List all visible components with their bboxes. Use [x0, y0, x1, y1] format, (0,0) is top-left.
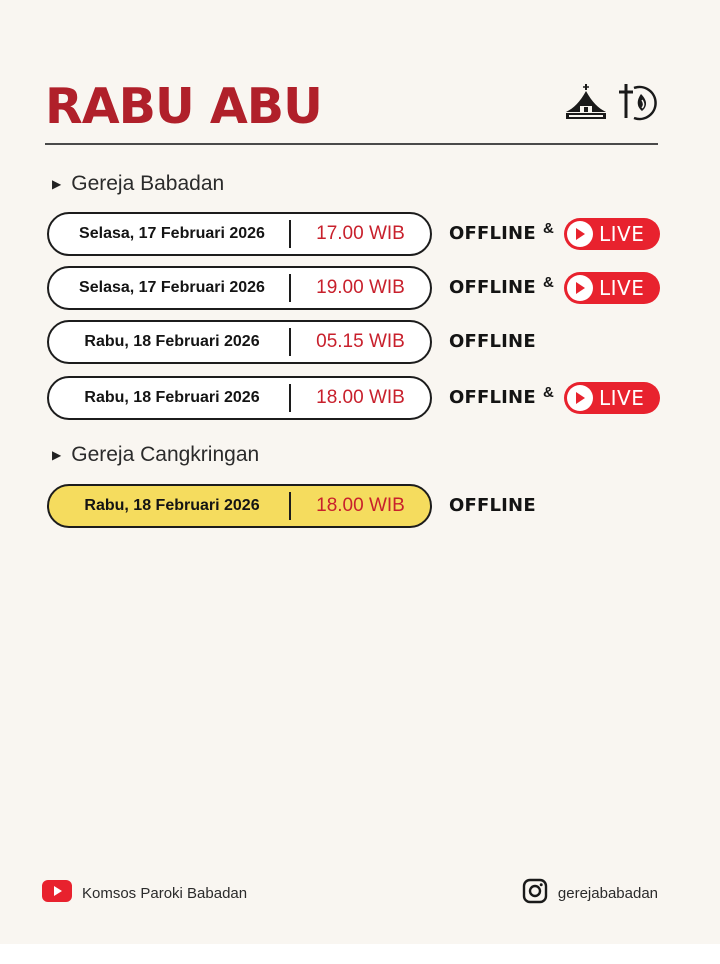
section-heading-cangkringan — [52, 443, 259, 467]
schedule-date: Rabu, 18 Februari 2026 — [84, 333, 260, 350]
footer-youtube — [42, 880, 247, 906]
schedule-row — [47, 320, 677, 364]
mode-label: OFFLINE — [449, 387, 536, 408]
live-badge — [564, 382, 660, 414]
ampersand: & — [543, 220, 554, 237]
schedule-row — [47, 376, 677, 420]
section-heading-babadan — [52, 172, 224, 196]
schedule-time: 18.00 WIB — [316, 495, 405, 516]
live-label: LIVE — [599, 222, 645, 246]
live-badge — [564, 218, 660, 250]
triangle-bullet-icon: ▶ — [52, 177, 62, 191]
instagram-icon — [522, 878, 548, 908]
schedule-date: Rabu, 18 Februari 2026 — [84, 497, 260, 514]
triangle-bullet-icon: ▶ — [52, 448, 62, 462]
schedule-row — [47, 484, 677, 528]
schedule-time: 19.00 WIB — [316, 277, 405, 298]
ampersand: & — [543, 384, 554, 401]
youtube-channel-name: Komsos Paroki Babadan — [82, 884, 248, 902]
schedule-pill — [47, 376, 432, 420]
live-label: LIVE — [599, 276, 645, 300]
schedule-pill-highlighted — [47, 484, 432, 528]
play-icon — [567, 385, 593, 411]
footer-instagram — [522, 878, 658, 908]
live-label: LIVE — [599, 386, 645, 410]
schedule-date: Rabu, 18 Februari 2026 — [84, 389, 260, 406]
section-name: Gereja Babadan — [71, 172, 225, 195]
church-logo-icon — [564, 82, 608, 127]
live-badge — [564, 272, 660, 304]
schedule-date: Selasa, 17 Februari 2026 — [79, 225, 265, 242]
title-divider — [45, 143, 658, 145]
schedule-pill — [47, 212, 432, 256]
play-icon — [567, 275, 593, 301]
schedule-pill — [47, 320, 432, 364]
schedule-time: 18.00 WIB — [316, 387, 405, 408]
schedule-time: 05.15 WIB — [316, 331, 405, 352]
mode-label: OFFLINE — [449, 277, 536, 298]
youtube-icon — [42, 880, 72, 906]
page-title: RABU ABU — [45, 78, 322, 135]
schedule-pill — [47, 266, 432, 310]
header-logos — [564, 80, 660, 127]
play-icon — [567, 221, 593, 247]
ampersand: & — [543, 274, 554, 291]
section-name: Gereja Cangkringan — [71, 443, 260, 466]
parish-emblem-icon — [614, 80, 660, 127]
schedule-row — [47, 212, 677, 256]
schedule-date: Selasa, 17 Februari 2026 — [79, 279, 265, 296]
mode-label: OFFLINE — [449, 495, 536, 516]
schedule-time: 17.00 WIB — [316, 223, 405, 244]
mode-label: OFFLINE — [449, 331, 536, 352]
schedule-row — [47, 266, 677, 310]
instagram-handle: gerejababadan — [557, 884, 658, 902]
mode-label: OFFLINE — [449, 223, 536, 244]
